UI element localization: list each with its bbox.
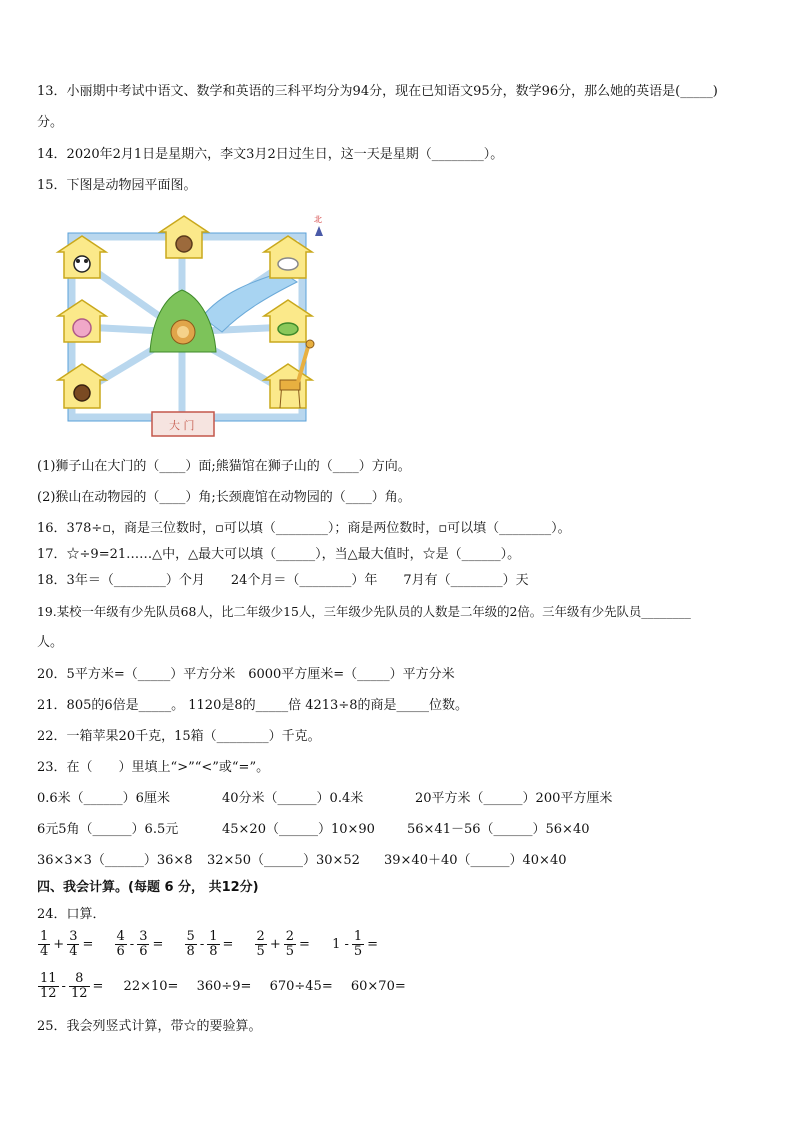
denominator: 5 [256, 944, 265, 959]
lion-hill-icon [150, 290, 216, 352]
numerator: 1 [209, 929, 218, 944]
denominator: 6 [116, 944, 125, 959]
q17: 17．☆÷9=21……△中，△最大可以填（______），当△最大值时，☆是（______）。 [37, 547, 521, 562]
compare-item: 0.6米（______）6厘米 [37, 791, 170, 806]
q15-sub1: (1)狮子山在大门的（____）面;熊猫馆在狮子山的（____）方向。 [37, 459, 411, 474]
equals: = [222, 937, 234, 952]
q14: 14．2020年2月1日是星期六，李文3月2日过生日，这一天是星期（________）。 [37, 147, 504, 162]
equals: = [152, 937, 164, 952]
monkey-top-house-icon [160, 216, 208, 258]
operator: + [53, 937, 65, 952]
denominator: 12 [40, 986, 57, 1001]
frac-expr [37, 972, 105, 1001]
zoo-plan-figure [52, 212, 342, 444]
equals: = [367, 937, 379, 952]
q24-row-2 [37, 972, 420, 1001]
q15-sub2: (2)猴山在动物园的（____）角;长颈鹿馆在动物园的（____）角。 [37, 490, 411, 505]
panda-house-icon [58, 236, 106, 278]
denominator: 8 [186, 944, 195, 959]
q24-fraction-row-1 [37, 930, 394, 959]
oral-calc-item: 670÷45= [269, 979, 333, 994]
gate [152, 412, 214, 436]
compare-item: 36×3×3（______）36×8 [37, 853, 193, 868]
frac-expr [330, 930, 380, 959]
q23: 23．在（ ）里填上“>”“<”或“=”。 [37, 760, 270, 775]
numerator: 3 [139, 929, 148, 944]
compare-item: 45×20（______）10×90 [222, 822, 375, 837]
operator: + [269, 937, 281, 952]
oral-calc-item: 360÷9= [196, 979, 252, 994]
numerator: 8 [69, 972, 90, 987]
q13-line2: 分。 [37, 115, 64, 130]
whole-number: 1 - [332, 937, 349, 952]
operator: - [61, 979, 66, 994]
compare-item: 6元5角（______）6.5元 [37, 822, 179, 837]
q25: 25．我会列竖式计算，带☆的要验算。 [37, 1019, 262, 1034]
denominator: 5 [353, 944, 363, 959]
compare-item: 56×41－56（______）56×40 [407, 822, 590, 837]
equals: = [299, 937, 310, 952]
equals: = [82, 937, 94, 952]
oral-calc-item: 22×10= [123, 979, 179, 994]
numerator: 1 [40, 929, 49, 944]
q19-line2: 人。 [37, 635, 64, 650]
denominator: 6 [139, 944, 148, 959]
denominator: 8 [209, 944, 218, 959]
frac-expr [254, 930, 312, 959]
numerator: 2 [285, 929, 295, 944]
frac-expr [114, 930, 166, 959]
numerator: 4 [116, 929, 125, 944]
q16: 16．378÷▫，商是三位数时，▫可以填（________）；商是两位数时，▫可以填（________）。 [37, 521, 571, 536]
frac-expr [184, 930, 236, 959]
q18: 18．3年＝（________）个月 24个月＝（________）年 7月有（________）天 [37, 573, 529, 588]
denominator: 5 [285, 944, 295, 959]
equals: = [92, 979, 104, 994]
numerator: 2 [256, 929, 265, 944]
q15: 15．下图是动物园平面图。 [37, 178, 197, 193]
compare-item: 40分米（______）0.4米 [222, 791, 364, 806]
q19-line1: 19.某校一年级有少先队员68人，比二年级少15人，三年级少先队员的人数是二年级的2倍。三年级有少先队员________ [37, 604, 691, 619]
numerator: 5 [186, 929, 195, 944]
q13-line1: 13．小丽期中考试中语文、数学和英语的三科平均分为94分，现在已知语文95分，数学96分，那么她的英语是(_____) [37, 84, 718, 99]
elephant-house-icon [58, 300, 106, 342]
denominator: 4 [69, 944, 78, 959]
q22: 22．一箱苹果20千克，15箱（________）千克。 [37, 729, 321, 744]
denominator: 12 [70, 986, 88, 1001]
compare-item: 32×50（______）30×52 [207, 853, 360, 868]
compare-item: 20平方米（______）200平方厘米 [415, 791, 613, 806]
q24: 24．口算． [37, 907, 106, 922]
q21: 21．805的6倍是_____。 1120是8的_____倍 4213÷8的商是_____位数。 [37, 698, 468, 713]
north-label: 北 [314, 215, 322, 224]
denominator: 4 [40, 944, 49, 959]
operator: - [199, 937, 205, 952]
numerator: 11 [40, 971, 57, 986]
frac-expr [37, 930, 95, 959]
gate-label: 大 门 [169, 419, 195, 432]
q20: 20．5平方米=（_____）平方分米 6000平方厘米=（_____）平方分米 [37, 667, 455, 682]
oral-calc-item: 60×70= [350, 979, 406, 994]
operator: - [129, 937, 135, 952]
numerator: 1 [353, 929, 363, 944]
compare-item: 39×40＋40（______）40×40 [384, 853, 567, 868]
numerator: 3 [69, 929, 78, 944]
monkey-hill-house-icon [58, 364, 106, 408]
north-arrow-icon [315, 226, 323, 236]
section-four-heading: 四、我会计算。(每题 6 分， 共12分) [37, 880, 259, 895]
